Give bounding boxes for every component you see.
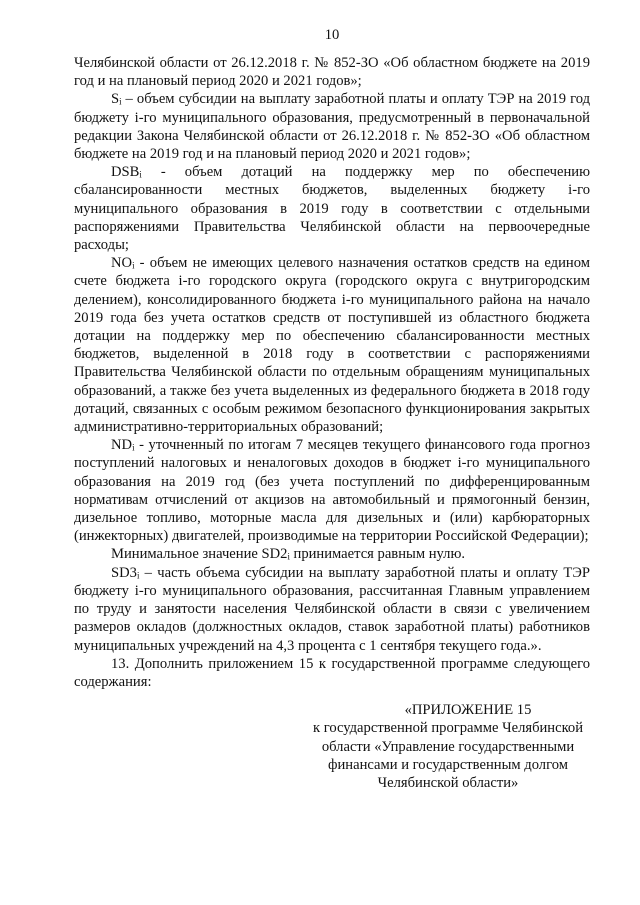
paragraph-law-reference: Челябинской области от 26.12.2018 г. № 852-ЗО «Об областном бюджете на 2019 год и на плановый период 2020 и 2021 годов»;: [74, 55, 590, 90]
appendix-line: Челябинской области»: [377, 774, 519, 791]
page-number: 10: [324, 27, 340, 43]
paragraph-item-13: 13. Дополнить приложением 15 к государственной программе следующего содержания:: [74, 655, 590, 690]
appendix-title: «ПРИЛОЖЕНИЕ 15: [404, 702, 532, 719]
appendix-line: области «Управление государственными: [321, 738, 575, 755]
paragraph-nd-definition: NDᵢ - уточненный по итогам 7 месяцев текущего финансового года прогноз поступлений налоговых и неналоговых доходов в бюджет i-го муниципального образования на 2019 год (без учета поступлений по дифференцированным нормативам отчислений от акцизов на автомобильный и прямогонный бензин, дизельное топливо, моторные масла для дизельных и (или) карбюраторных (инжекторных) двигателей, производимые на территории Российской Федерации);: [74, 437, 590, 545]
document-body: [74, 54, 590, 792]
paragraph-si-definition: Sᵢ – объем субсидии на выплату заработной платы и оплату ТЭР на 2019 год бюджету i-го муниципального образования, предусмотренный в первоначальной редакции Закона Челябинской области от 26.12.2018 г. № 852-ЗО «Об областном бюджете на 2019 год и на плановый период 2020 и 2021 годов»;: [74, 91, 590, 163]
paragraph-sd2-minimum: Минимальное значение SD2ᵢ принимается равным нулю.: [111, 546, 465, 563]
appendix-heading: [306, 701, 590, 792]
paragraph-sd3-definition: SD3ᵢ – часть объема субсидии на выплату заработной платы и оплату ТЭР бюджету i-го муниципального образования, рассчитанная Главным управлением по труду и занятости населения Челябинской области в связи с увеличением размеров окладов (должностных окладов, ставок заработной платы) работников муниципальных учреждений на 4,3 процента с 1 сентября текущего года.».: [74, 564, 590, 654]
appendix-line: финансами и государственным долгом: [328, 756, 568, 773]
paragraph-no-definition: NOᵢ - объем не имеющих целевого назначения остатков средств на едином счете бюджета i-го городского округа (городского округа с внутригородским делением), консолидированного бюджета i-го муниципального района на начало 2019 года без учета остатков средств от поступившей из областного бюджета дотации на поддержку мер по обеспечению сбалансированности местных бюджетов, выделенной в 2018 году в соответствии с распоряжениями Правительства Челябинской области по отдельным обращениям муниципальных образований, а также без учета выделенных из федерального бюджета в 2018 году дотаций, связанных с особым режимом безопасного функционирования закрытых административно-территориальных образований;: [74, 255, 590, 436]
appendix-line: к государственной программе Челябинской: [312, 720, 584, 737]
paragraph-dsb-definition: DSBᵢ - объем дотаций на поддержку мер по обеспечению сбалансированности местных бюджетов, выделенных бюджету i-го муниципального образования в 2019 году в соответствии с отдельными распоряжениями Правительства Челябинской области на первоочередные расходы;: [74, 164, 590, 254]
document-page: [74, 0, 590, 905]
